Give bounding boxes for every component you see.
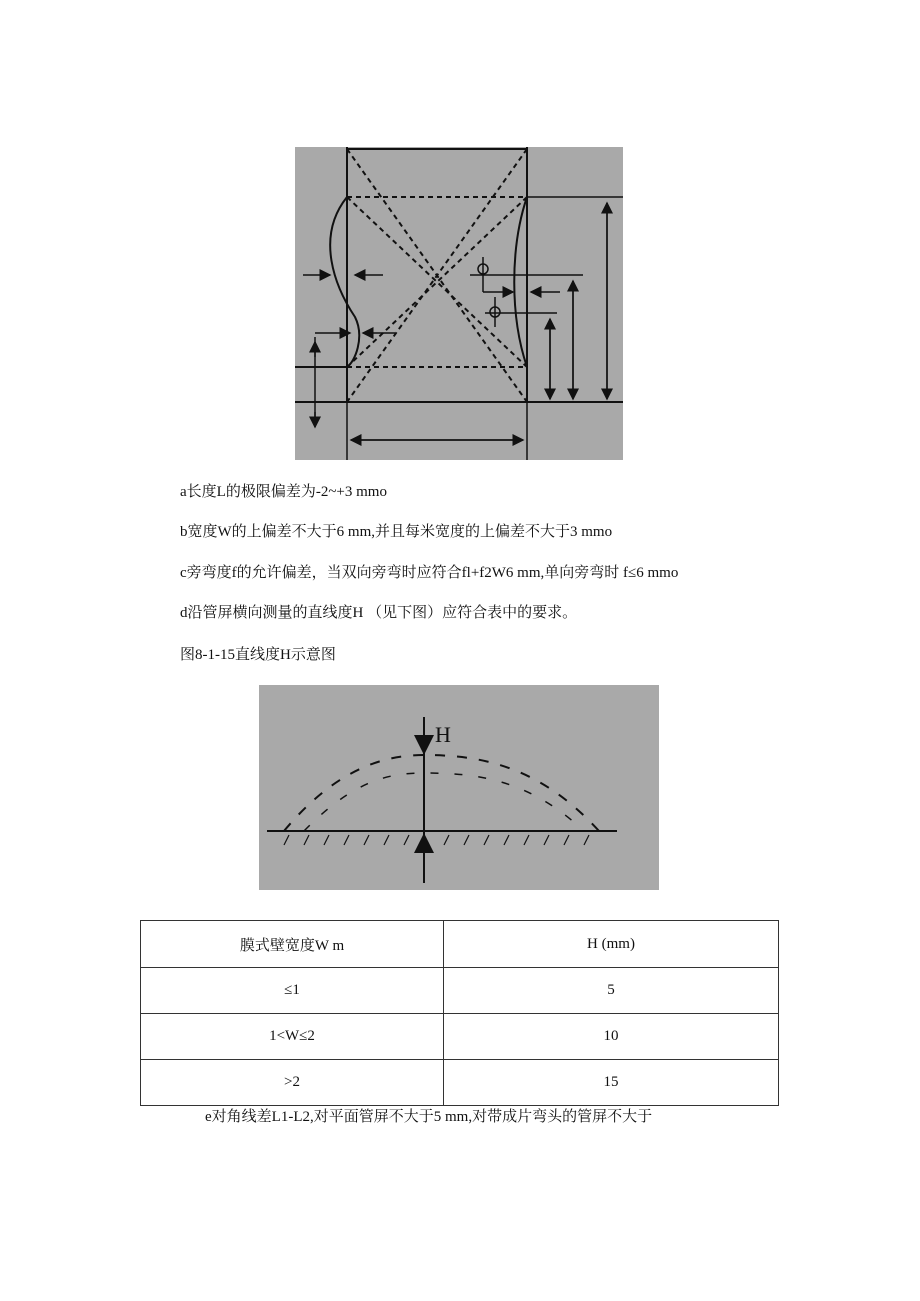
- cell-width: >2: [141, 1060, 444, 1106]
- height-label: H: [435, 722, 451, 747]
- straightness-diagram: [259, 685, 659, 890]
- header-h: H (mm): [444, 921, 779, 968]
- table-header-row: [141, 921, 779, 968]
- straightness-drawing: [259, 685, 659, 890]
- table-row: [141, 1060, 779, 1106]
- paragraph-a: a长度L的极限偏差为-2~+3 mmo: [180, 484, 387, 500]
- header-width: 膜式壁宽度W m: [141, 921, 444, 968]
- panel-tolerance-diagram: [295, 147, 623, 460]
- cell-h: 10: [444, 1014, 779, 1060]
- straightness-table: [140, 920, 779, 1106]
- figure-caption: 图8-1-15直线度H示意图: [180, 647, 336, 663]
- cell-width: 1<W≤2: [141, 1014, 444, 1060]
- cell-h: 5: [444, 968, 779, 1014]
- cell-width: ≤1: [141, 968, 444, 1014]
- paragraph-c: c旁弯度f的允许偏差，当双向旁弯时应符合fl+f2W6 mm,单向旁弯时 f≤6 mmo: [180, 565, 679, 581]
- cell-h: 15: [444, 1060, 779, 1106]
- table-row: [141, 968, 779, 1014]
- panel-tolerance-drawing: [295, 147, 623, 460]
- paragraph-d: d沿管屏横向测量的直线度H （见下图）应符合表中的要求。: [180, 605, 578, 621]
- paragraph-e: e对角线差L1-L2,对平面管屏不大于5 mm,对带成片弯头的管屏不大于: [205, 1109, 653, 1125]
- table-row: [141, 1014, 779, 1060]
- paragraph-b: b宽度W的上偏差不大于6 mm,并且每米宽度的上偏差不大于3 mmo: [180, 524, 613, 540]
